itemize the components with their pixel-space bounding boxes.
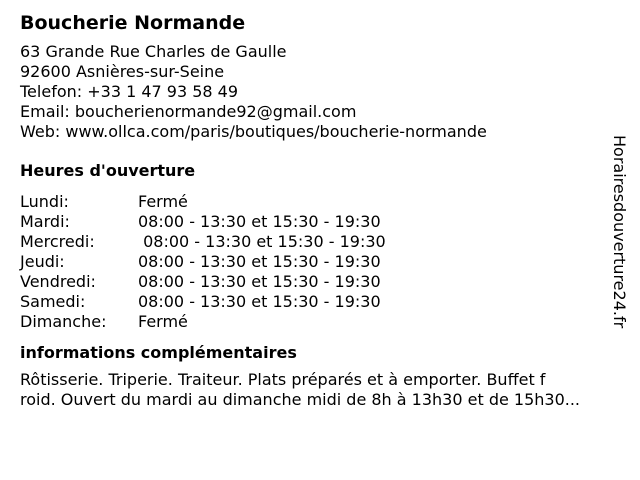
hours-row-monday xyxy=(20,192,628,212)
hours-table xyxy=(20,192,628,332)
day-label: Lundi: xyxy=(20,192,69,211)
hours-row-thursday xyxy=(20,252,628,272)
site-watermark: Horairesdouverture24.fr xyxy=(610,135,629,329)
day-label: Vendredi: xyxy=(20,272,96,291)
email-line: Email: boucherienormande92@gmail.com xyxy=(20,102,357,121)
hours-row-friday xyxy=(20,272,628,292)
shop-name: Boucherie Normande xyxy=(20,12,246,34)
day-label: Mercredi: xyxy=(20,232,95,251)
day-hours: 08:00 - 13:30 et 15:30 - 19:30 xyxy=(138,252,381,271)
hours-row-wednesday xyxy=(20,232,628,252)
shop-info-card xyxy=(20,11,628,410)
hours-row-sunday xyxy=(20,312,628,332)
day-label: Samedi: xyxy=(20,292,86,311)
web-line: Web: www.ollca.com/paris/boutiques/boucherie-normande xyxy=(20,122,487,141)
day-label: Mardi: xyxy=(20,212,70,231)
day-hours: Fermé xyxy=(138,192,188,211)
extra-info-text xyxy=(20,370,630,410)
day-hours: 08:00 - 13:30 et 15:30 - 19:30 xyxy=(138,232,386,251)
address-line-2: 92600 Asnières-sur-Seine xyxy=(20,62,225,81)
hours-title: Heures d'ouverture xyxy=(20,161,196,180)
day-label: Dimanche: xyxy=(20,312,107,331)
day-hours: 08:00 - 13:30 et 15:30 - 19:30 xyxy=(138,292,381,311)
day-hours: 08:00 - 13:30 et 15:30 - 19:30 xyxy=(138,212,381,231)
day-hours: Fermé xyxy=(138,312,188,331)
phone-line: Telefon: +33 1 47 93 58 49 xyxy=(20,82,239,101)
hours-row-tuesday xyxy=(20,212,628,232)
extra-info-line-2: roid. Ouvert du mardi au dimanche midi de 8h à 13h30 et de 15h30... xyxy=(20,390,581,409)
hours-row-saturday xyxy=(20,292,628,312)
address-line-1: 63 Grande Rue Charles de Gaulle xyxy=(20,42,287,61)
day-hours: 08:00 - 13:30 et 15:30 - 19:30 xyxy=(138,272,381,291)
day-label: Jeudi: xyxy=(20,252,65,271)
extra-info-title: informations complémentaires xyxy=(20,343,297,362)
extra-info-line-1: Rôtisserie. Triperie. Traiteur. Plats préparés et à emporter. Buffet f xyxy=(20,370,546,389)
